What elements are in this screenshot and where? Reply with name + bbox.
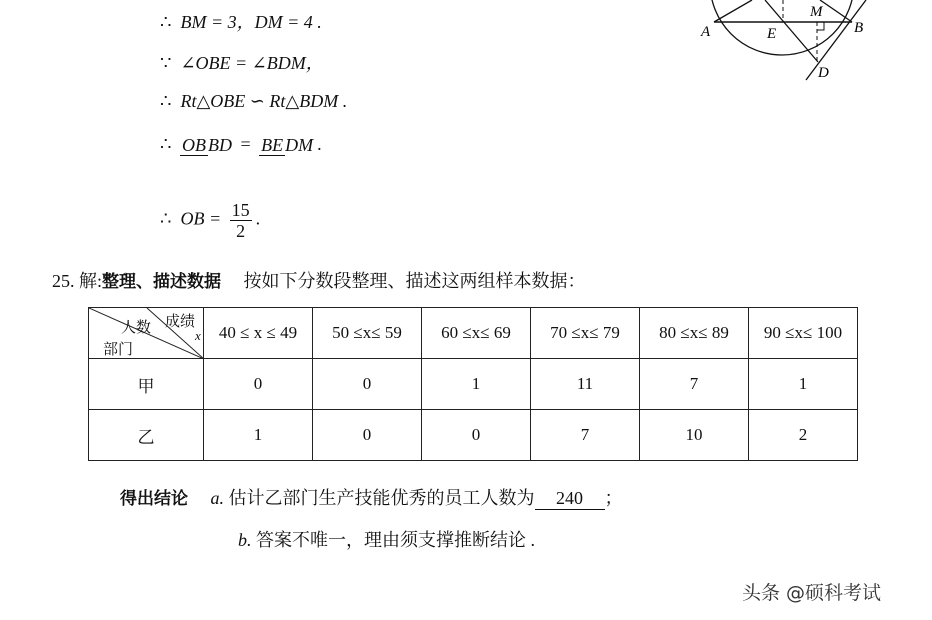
- row-label: 乙: [89, 410, 204, 461]
- row-label: 甲: [89, 359, 204, 410]
- text: .: [255, 208, 261, 229]
- text: 15: [231, 200, 250, 220]
- text: 0: [313, 410, 422, 461]
- text: 11: [531, 359, 640, 410]
- text: 1: [749, 359, 858, 410]
- label-d: D: [818, 65, 829, 81]
- conclusion-a: [120, 484, 623, 510]
- text: ∠OBE = ∠BDM，: [180, 53, 324, 73]
- text: ；: [604, 488, 623, 508]
- text: 估计乙部门生产技能优秀的员工人数为: [228, 488, 535, 508]
- header-cell: 90 ≤x≤ 100: [749, 308, 858, 359]
- text: 1: [204, 410, 313, 461]
- text: ∴: [160, 12, 172, 32]
- text: DM: [285, 135, 314, 156]
- corner-cell: [89, 308, 204, 359]
- text: ∴: [160, 91, 172, 111]
- text: 7: [531, 410, 640, 461]
- step-3: [160, 91, 347, 112]
- text: .: [317, 134, 322, 154]
- text: b.: [238, 530, 252, 550]
- text: 0: [422, 410, 531, 461]
- header-cell: 60 ≤x≤ 69: [422, 308, 531, 359]
- text: 解:: [79, 271, 103, 291]
- header-cell: 50 ≤x≤ 59: [313, 308, 422, 359]
- text: 答案不唯一，理由须支撑推断结论 .: [256, 530, 535, 550]
- text: BD: [207, 135, 232, 156]
- text: 2: [749, 410, 858, 461]
- text: 按如下分数段整理、描述这两组样本数据：: [243, 271, 586, 291]
- score-table: [88, 307, 858, 461]
- header-cell: 80 ≤x≤ 89: [640, 308, 749, 359]
- text: 7: [640, 359, 749, 410]
- text: x: [195, 328, 201, 343]
- header-cell: 70 ≤x≤ 79: [531, 308, 640, 359]
- conclusion-b: [238, 526, 535, 552]
- table-row: [89, 359, 858, 410]
- text: BM = 3，DM = 4 .: [180, 12, 322, 32]
- text: 0: [204, 359, 313, 410]
- text: 得出结论: [120, 489, 188, 509]
- text: 2: [236, 221, 246, 241]
- geometry-diagram: [690, 0, 890, 90]
- label-a: A: [701, 24, 711, 40]
- label-e: E: [767, 26, 777, 42]
- text: 10: [640, 410, 749, 461]
- text: 25.: [52, 271, 75, 291]
- text: 1: [422, 359, 531, 410]
- text: Rt△OBE ∽ Rt△BDM .: [180, 91, 348, 111]
- step-5: [160, 200, 260, 241]
- text: ∴: [160, 208, 172, 229]
- label-m: M: [810, 4, 823, 20]
- text: 0: [313, 359, 422, 410]
- header-cell: 40 ≤ x ≤ 49: [204, 308, 313, 359]
- step-4: [160, 134, 322, 156]
- text: OB: [181, 135, 206, 156]
- text: 人数: [121, 320, 152, 336]
- step-2: [160, 49, 324, 75]
- text: a.: [210, 488, 224, 508]
- text: OB =: [180, 208, 222, 229]
- step-1: [160, 8, 322, 34]
- label-b: B: [854, 20, 864, 36]
- watermark: 头条 @硕科考试: [742, 582, 882, 604]
- answer-blank: 240: [535, 488, 605, 510]
- q25-header: [52, 267, 586, 293]
- text: =: [240, 134, 251, 154]
- text: ∴: [160, 134, 172, 154]
- text: 部门: [103, 342, 134, 358]
- text: 整理、描述数据: [102, 272, 222, 292]
- text: 成绩: [165, 314, 196, 330]
- text: BE: [261, 135, 284, 156]
- table-row: [89, 410, 858, 461]
- text: ∵: [160, 53, 172, 73]
